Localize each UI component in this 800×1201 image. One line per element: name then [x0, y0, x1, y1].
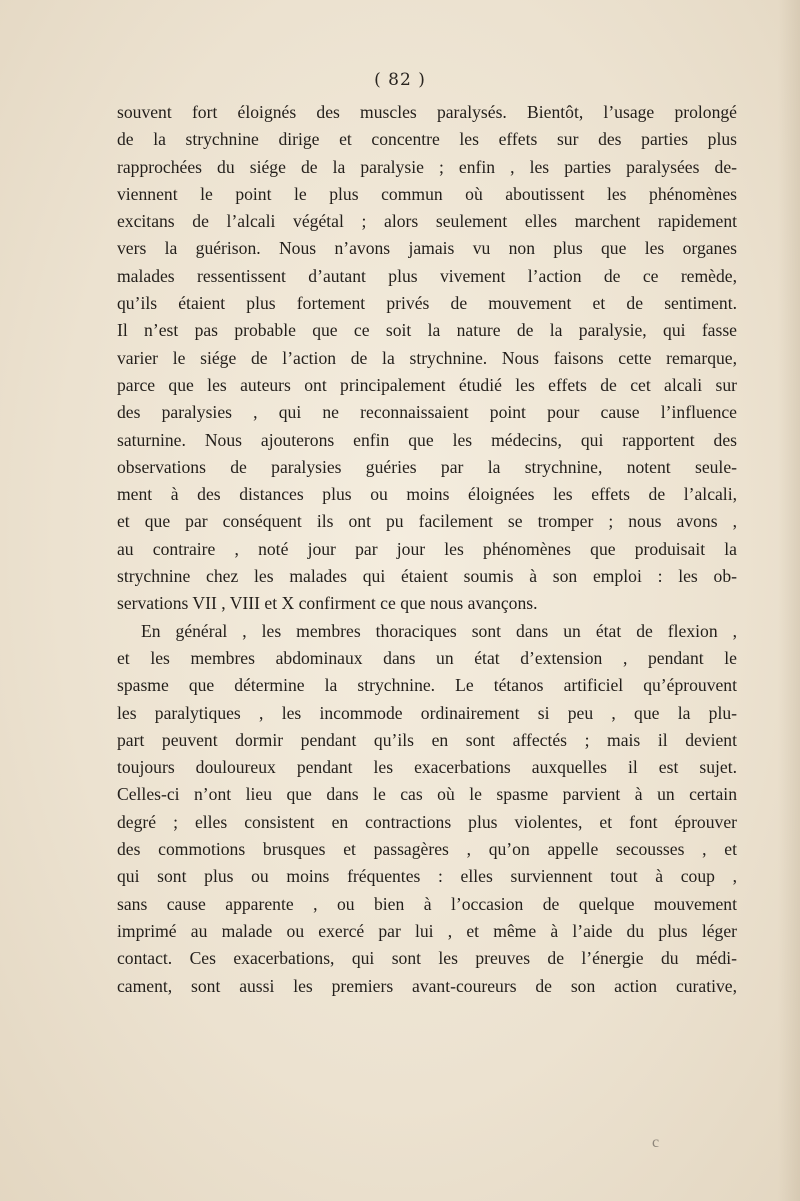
text-line: contact. Ces exacerbations, qui sont les preuves de l’énergie du médi-: [117, 948, 737, 969]
text-line: rapprochées du siége de la paralysie ; enfin , les parties paralysées de-: [117, 156, 737, 177]
text-line: part peuvent dormir pendant qu’ils en sont affectés ; mais il devient: [117, 729, 737, 750]
text-line: Celles-ci n’ont lieu que dans le cas où le spasme parvient à un certain: [117, 784, 737, 805]
text-line: souvent fort éloignés des muscles paralysés. Bientôt, l’usage prolongé: [117, 102, 737, 122]
text-line: malades ressentissent d’autant plus vivement l’action de ce remède,: [117, 265, 737, 286]
text-line: strychnine chez les malades qui étaient soumis à son emploi : les ob-: [117, 566, 737, 587]
page-edge-shadow: [778, 0, 800, 1201]
text-line: observations de paralysies guéries par la strychnine, notent seule-: [117, 456, 737, 477]
text-line: qui sont plus ou moins fréquentes : elles surviennent tout à coup ,: [117, 866, 737, 887]
text-line: viennent le point le plus commun où aboutissent les phénomènes: [117, 183, 737, 204]
text-line: vers la guérison. Nous n’avons jamais vu non plus que les organes: [117, 238, 737, 259]
text-line: de la strychnine dirige et concentre les effets sur des parties plus: [117, 129, 737, 150]
text-line: ment à des distances plus ou moins éloignées les effets de l’alcali,: [117, 484, 737, 505]
text-line: des commotions brusques et passagères , qu’on appelle secousses , et: [117, 839, 737, 860]
text-line: et que par conséquent ils ont pu facilement se tromper ; nous avons ,: [117, 511, 737, 532]
text-line: excitans de l’alcali végétal ; alors seulement elles marchent rapidement: [117, 211, 737, 232]
page-number: ( 82 ): [374, 70, 426, 90]
text-line: parce que les auteurs ont principalement étudié les effets de cet alcali sur: [117, 374, 737, 395]
text-line: les paralytiques , les incommode ordinairement si peu , que la plu-: [117, 702, 737, 723]
text-line: varier le siége de l’action de la strychnine. Nous faisons cette remarque,: [117, 347, 737, 368]
text-line: degré ; elles consistent en contractions plus violentes, et font éprouver: [117, 811, 737, 832]
text-line: En général , les membres thoraciques sont dans un état de flexion ,: [141, 620, 737, 641]
stray-mark: c: [652, 1134, 660, 1151]
text-line: des paralysies , qui ne reconnaissaient point pour cause l’influence: [117, 402, 737, 423]
text-line: cament, sont aussi les premiers avant-coureurs de son action curative,: [117, 975, 737, 996]
text-line: qu’ils étaient plus fortement privés de mouvement et de sentiment.: [117, 293, 737, 314]
text-line: imprimé au malade ou exercé par lui , et même à l’aide du plus léger: [117, 920, 737, 941]
text-line: au contraire , noté jour par jour les phénomènes que produisait la: [117, 538, 737, 559]
text-line: et les membres abdominaux dans un état d’extension , pendant le: [117, 647, 737, 668]
text-line: spasme que détermine la strychnine. Le tétanos artificiel qu’éprouvent: [117, 675, 737, 696]
body-text: [117, 99, 737, 1000]
text-line: sans cause apparente , ou bien à l’occasion de quelque mouvement: [117, 893, 737, 914]
text-line: Il n’est pas probable que ce soit la nature de la paralysie, qui fasse: [117, 320, 737, 341]
text-line: servations VII , VIII et X confirment ce que nous avançons.: [117, 593, 538, 614]
text-line: saturnine. Nous ajouterons enfin que les médecins, qui rapportent des: [117, 429, 737, 450]
text-line: toujours douloureux pendant les exacerbations auxquelles il est sujet.: [117, 757, 737, 778]
